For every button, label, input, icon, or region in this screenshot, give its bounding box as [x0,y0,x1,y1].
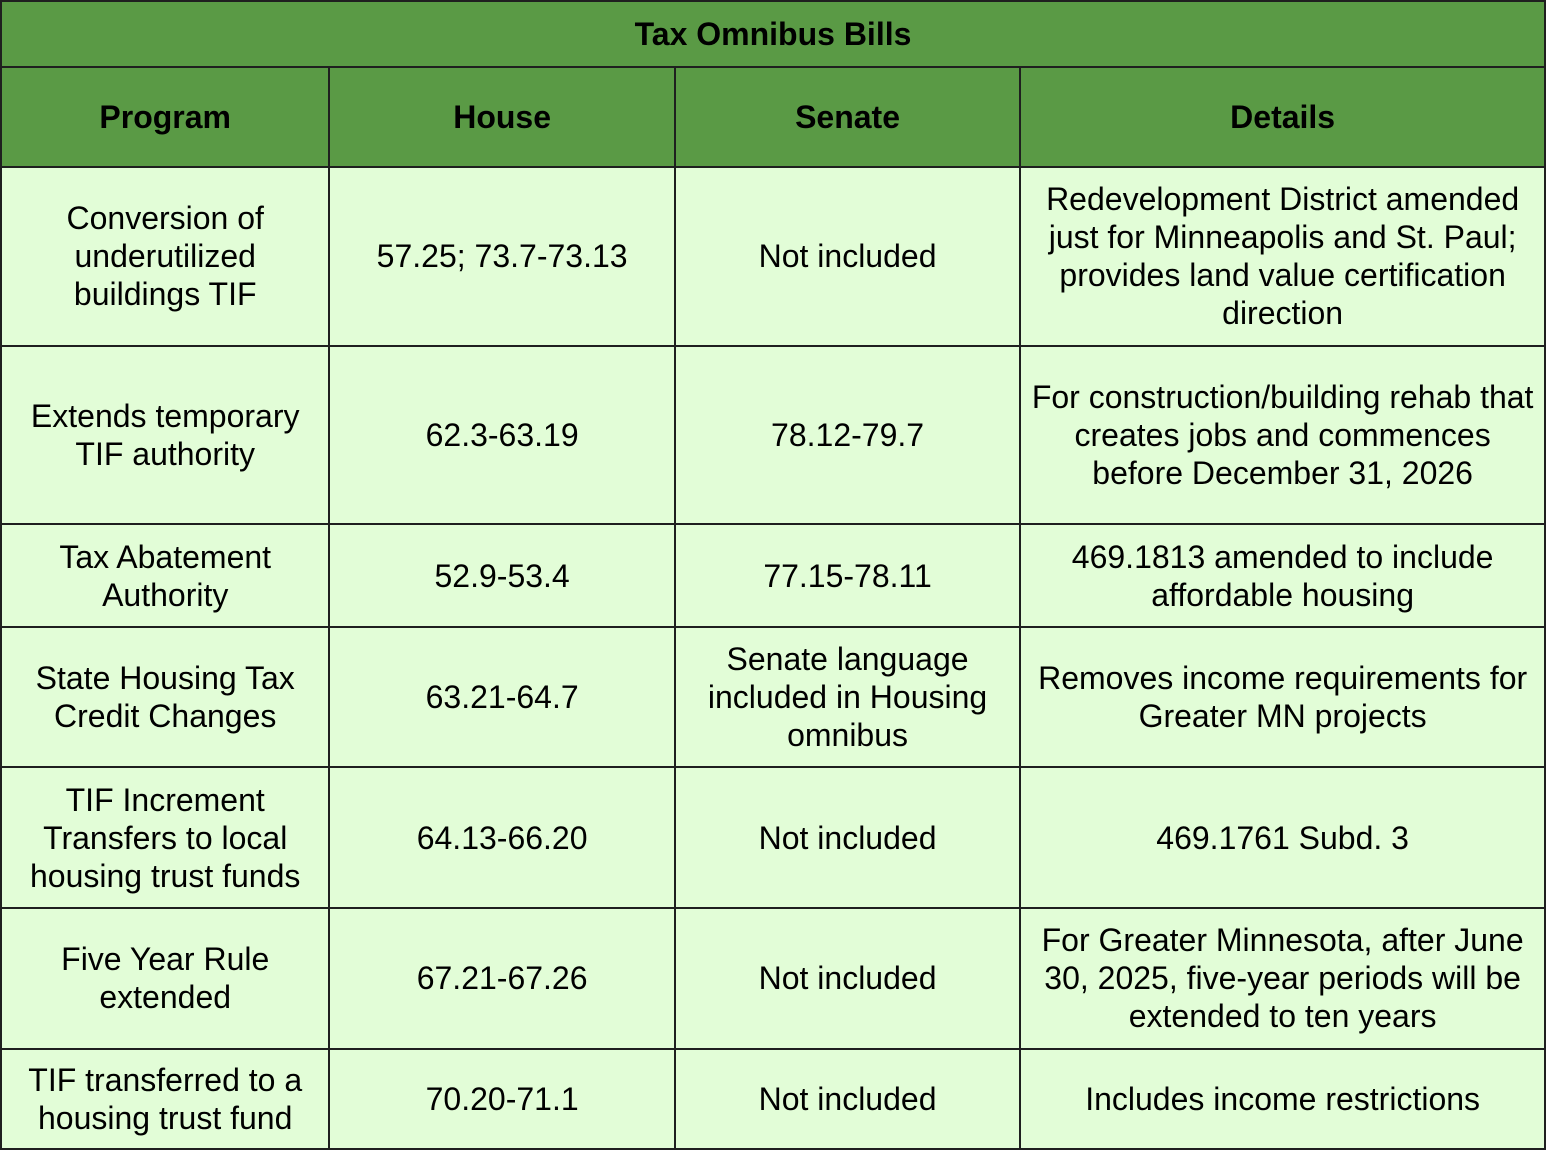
program-cell: Conversion of underutilized buildings TIF [1,167,329,346]
header-row [1,67,1545,167]
table-row [1,767,1545,908]
details-cell: Removes income requirements for Greater MN projects [1020,627,1545,768]
column-header-house: House [329,67,674,167]
details-cell: 469.1813 amended to include affordable housing [1020,524,1545,626]
program-cell: TIF Increment Transfers to local housing trust funds [1,767,329,908]
table-row [1,524,1545,626]
senate-cell: 77.15-78.11 [675,524,1020,626]
house-cell: 67.21-67.26 [329,908,674,1049]
details-cell: For Greater Minnesota, after June 30, 2025, five-year periods will be extended to ten years [1020,908,1545,1049]
details-cell: Includes income restrictions [1020,1049,1545,1149]
house-cell: 57.25; 73.7-73.13 [329,167,674,346]
title-row [1,1,1545,67]
details-cell: For construction/building rehab that creates jobs and commences before December 31, 2026 [1020,346,1545,525]
program-cell: Extends temporary TIF authority [1,346,329,525]
house-cell: 70.20-71.1 [329,1049,674,1149]
table-row [1,1049,1545,1149]
column-header-senate: Senate [675,67,1020,167]
senate-cell: Not included [675,767,1020,908]
table-row [1,346,1545,525]
senate-cell: Not included [675,167,1020,346]
details-cell: 469.1761 Subd. 3 [1020,767,1545,908]
house-cell: 64.13-66.20 [329,767,674,908]
program-cell: State Housing Tax Credit Changes [1,627,329,768]
table-row [1,908,1545,1049]
program-cell: Tax Abatement Authority [1,524,329,626]
house-cell: 63.21-64.7 [329,627,674,768]
details-cell: Redevelopment District amended just for Minneapolis and St. Paul; provides land value certification direction [1020,167,1545,346]
house-cell: 52.9-53.4 [329,524,674,626]
program-cell: TIF transferred to a housing trust fund [1,1049,329,1149]
senate-cell: Not included [675,1049,1020,1149]
column-header-details: Details [1020,67,1545,167]
senate-cell: Senate language included in Housing omnibus [675,627,1020,768]
program-cell: Five Year Rule extended [1,908,329,1049]
house-cell: 62.3-63.19 [329,346,674,525]
table-title: Tax Omnibus Bills [1,1,1545,67]
senate-cell: Not included [675,908,1020,1049]
table-row [1,627,1545,768]
senate-cell: 78.12-79.7 [675,346,1020,525]
table-row [1,167,1545,346]
column-header-program: Program [1,67,329,167]
